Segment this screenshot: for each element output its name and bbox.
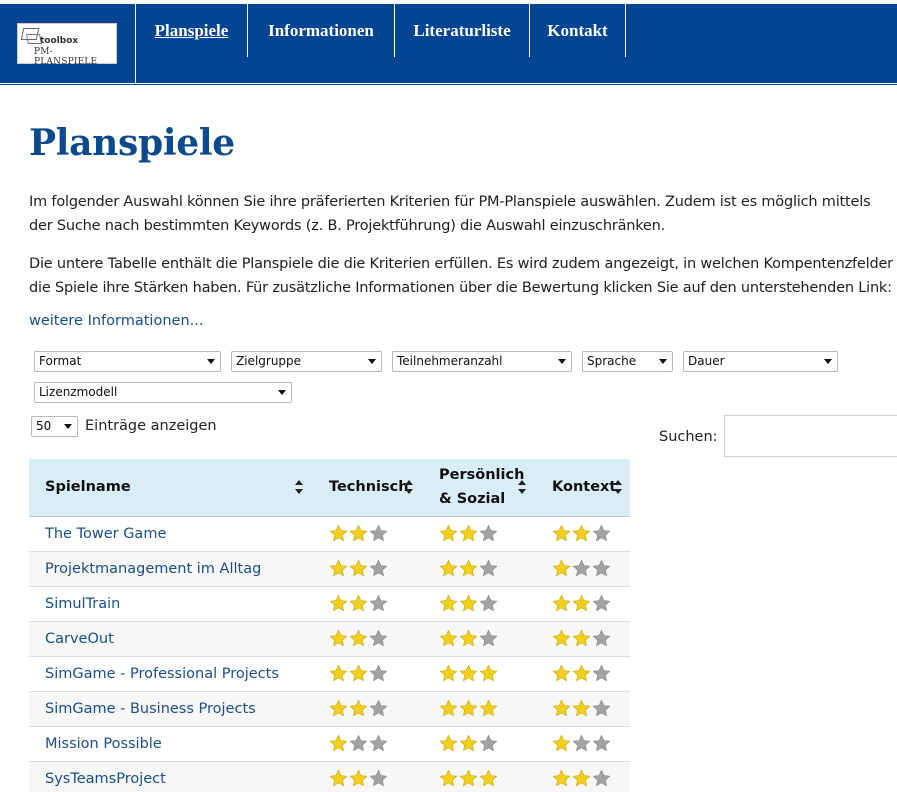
cell-technisch: [311, 691, 421, 726]
star-filled-icon: [572, 629, 591, 648]
star-empty-icon: [479, 524, 498, 543]
star-filled-icon: [552, 594, 571, 613]
cell-persoenlich: [421, 621, 534, 656]
star-filled-icon: [329, 594, 348, 613]
filter-teilnehmer-value: Teilnehmeranzahl: [397, 354, 503, 368]
rating-technisch: [329, 524, 421, 543]
nav-informationen-label: Informationen: [268, 20, 374, 40]
cell-kontext: [534, 691, 630, 726]
nav-planspiele-label: Planspiele: [154, 20, 229, 40]
cell-persoenlich: [421, 516, 534, 551]
nav-literaturliste[interactable]: [395, 4, 530, 57]
star-empty-icon: [592, 699, 611, 718]
nav-kontakt-label: Kontakt: [547, 20, 608, 40]
table-row: [29, 586, 630, 621]
nav-informationen[interactable]: [248, 4, 395, 57]
rating-technisch: [329, 664, 421, 683]
game-name-link[interactable]: Projektmanagement im Alltag: [29, 551, 311, 586]
star-empty-icon: [479, 629, 498, 648]
star-filled-icon: [439, 524, 458, 543]
table-row: [29, 551, 630, 586]
filter-zielgruppe-value: Zielgruppe: [236, 354, 302, 368]
rating-persoenlich: [439, 629, 534, 648]
rating-technisch: [329, 559, 421, 578]
game-name-link[interactable]: SysTeamsProject: [29, 761, 311, 792]
table-row: [29, 621, 630, 656]
star-filled-icon: [439, 699, 458, 718]
logo-text-pm-planspiele: PM-PLANSPIELE: [34, 47, 98, 67]
rating-persoenlich: [439, 559, 534, 578]
game-name-link[interactable]: SimulTrain: [29, 586, 311, 621]
rating-technisch: [329, 629, 421, 648]
intro-paragraph-1: Im folgender Auswahl können Sie ihre präferierten Kriterien für PM-Planspiele auswählen. Zudem ist es möglich mittels der Suche nach bestimmten Keywords (z. B. Projektführung) die Auswahl einzuschränken.: [29, 194, 871, 234]
rating-kontext: [552, 769, 630, 788]
filter-format-value: Format: [39, 354, 82, 368]
filter-lizenzmodell-value: Lizenzmodell: [39, 385, 118, 399]
cell-kontext: [534, 586, 630, 621]
star-empty-icon: [369, 734, 388, 753]
column-header-spielname-label: Spielname: [45, 479, 131, 496]
cell-technisch: [311, 621, 421, 656]
sort-icon: [295, 480, 303, 494]
game-name-link[interactable]: SimGame - Professional Projects: [29, 656, 311, 691]
rating-kontext: [552, 699, 630, 718]
rating-kontext: [552, 559, 630, 578]
rating-kontext: [552, 734, 630, 753]
star-filled-icon: [439, 769, 458, 788]
star-empty-icon: [369, 629, 388, 648]
star-empty-icon: [479, 559, 498, 578]
rating-persoenlich: [439, 699, 534, 718]
sort-icon: [405, 480, 413, 494]
column-header-technisch-label: Technisch: [329, 479, 409, 496]
cell-kontext: [534, 761, 630, 792]
chevron-down-icon: [64, 424, 72, 429]
star-empty-icon: [592, 594, 611, 613]
star-filled-icon: [329, 664, 348, 683]
sort-icon: [518, 480, 526, 494]
column-header-kontext[interactable]: [534, 459, 630, 516]
chevron-down-icon: [824, 359, 832, 364]
table-row: [29, 726, 630, 761]
logo-text-toolbox: toolbox: [40, 36, 79, 46]
star-empty-icon: [592, 769, 611, 788]
star-filled-icon: [552, 769, 571, 788]
star-empty-icon: [369, 524, 388, 543]
cell-kontext: [534, 621, 630, 656]
star-filled-icon: [439, 559, 458, 578]
cell-technisch: [311, 516, 421, 551]
rating-persoenlich: [439, 734, 534, 753]
nav-planspiele[interactable]: [136, 4, 248, 57]
game-name-link[interactable]: SimGame - Business Projects: [29, 691, 311, 726]
star-filled-icon: [552, 524, 571, 543]
cell-persoenlich: [421, 726, 534, 761]
star-empty-icon: [572, 559, 591, 578]
star-empty-icon: [592, 559, 611, 578]
star-filled-icon: [552, 629, 571, 648]
star-filled-icon: [329, 699, 348, 718]
site-logo[interactable]: [17, 23, 117, 67]
rating-kontext: [552, 664, 630, 683]
cell-technisch: [311, 761, 421, 792]
column-header-kontext-label: Kontext: [552, 479, 617, 496]
cell-persoenlich: [421, 656, 534, 691]
filter-sprache-select[interactable]: [582, 351, 673, 372]
star-empty-icon: [592, 664, 611, 683]
entries-label: Einträge anzeigen: [85, 418, 217, 434]
nav-kontakt[interactable]: [530, 4, 626, 57]
star-filled-icon: [349, 769, 368, 788]
star-filled-icon: [439, 734, 458, 753]
star-filled-icon: [459, 699, 478, 718]
star-filled-icon: [329, 524, 348, 543]
star-filled-icon: [329, 629, 348, 648]
chevron-down-icon: [558, 359, 566, 364]
rating-persoenlich: [439, 664, 534, 683]
planspiele-table: [29, 459, 630, 792]
table-body: [29, 516, 630, 792]
star-filled-icon: [572, 664, 591, 683]
star-filled-icon: [459, 559, 478, 578]
star-filled-icon: [439, 664, 458, 683]
rating-kontext: [552, 629, 630, 648]
table-row: [29, 656, 630, 691]
filter-dauer-select[interactable]: [683, 351, 838, 372]
search-input[interactable]: [724, 415, 897, 457]
filter-zielgruppe-select[interactable]: [231, 351, 382, 372]
column-header-persoenlich-label-1: Persönlich: [439, 467, 525, 484]
rating-technisch: [329, 699, 421, 718]
star-filled-icon: [552, 699, 571, 718]
star-filled-icon: [349, 594, 368, 613]
star-empty-icon: [369, 559, 388, 578]
star-filled-icon: [552, 664, 571, 683]
top-navigation-bar: [0, 0, 897, 85]
cell-kontext: [534, 656, 630, 691]
star-filled-icon: [552, 734, 571, 753]
table-row: [29, 691, 630, 726]
star-empty-icon: [479, 734, 498, 753]
star-filled-icon: [349, 524, 368, 543]
rating-persoenlich: [439, 769, 534, 788]
column-header-persoenlich[interactable]: [421, 459, 534, 516]
cell-persoenlich: [421, 691, 534, 726]
table-header-row: [29, 459, 630, 516]
star-filled-icon: [459, 664, 478, 683]
star-filled-icon: [329, 559, 348, 578]
page-length-value: 50: [36, 419, 52, 433]
filter-dauer-value: Dauer: [688, 354, 725, 368]
star-empty-icon: [369, 769, 388, 788]
filter-lizenzmodell-select[interactable]: [34, 382, 292, 403]
cell-technisch: [311, 656, 421, 691]
star-filled-icon: [552, 559, 571, 578]
rating-persoenlich: [439, 594, 534, 613]
column-header-persoenlich-label-2: & Sozial: [439, 491, 506, 508]
rating-kontext: [552, 594, 630, 613]
star-filled-icon: [349, 559, 368, 578]
star-filled-icon: [572, 769, 591, 788]
star-filled-icon: [479, 664, 498, 683]
star-empty-icon: [479, 594, 498, 613]
filter-sprache-value: Sprache: [587, 354, 637, 368]
star-empty-icon: [349, 734, 368, 753]
rating-kontext: [552, 524, 630, 543]
star-empty-icon: [369, 699, 388, 718]
star-filled-icon: [329, 734, 348, 753]
chevron-down-icon: [278, 390, 286, 395]
column-header-spielname[interactable]: [29, 459, 311, 516]
star-empty-icon: [369, 664, 388, 683]
game-name-link[interactable]: The Tower Game: [29, 516, 311, 551]
cell-technisch: [311, 586, 421, 621]
cell-kontext: [534, 516, 630, 551]
table-row: [29, 516, 630, 551]
cell-persoenlich: [421, 761, 534, 792]
star-filled-icon: [349, 664, 368, 683]
cell-persoenlich: [421, 551, 534, 586]
page-title: Planspiele: [29, 122, 235, 164]
cell-persoenlich: [421, 586, 534, 621]
nav-underline: [0, 84, 897, 85]
star-empty-icon: [592, 524, 611, 543]
star-filled-icon: [459, 524, 478, 543]
star-filled-icon: [459, 629, 478, 648]
star-filled-icon: [572, 524, 591, 543]
cell-kontext: [534, 551, 630, 586]
star-filled-icon: [572, 594, 591, 613]
sort-icon: [614, 480, 622, 494]
chevron-down-icon: [659, 359, 667, 364]
star-empty-icon: [592, 734, 611, 753]
cell-technisch: [311, 551, 421, 586]
column-header-technisch[interactable]: [311, 459, 421, 516]
star-filled-icon: [349, 629, 368, 648]
rating-technisch: [329, 769, 421, 788]
star-filled-icon: [349, 699, 368, 718]
intro-paragraph-2: Die untere Tabelle enthält die Planspiele die die Kriterien erfüllen. Es wird zudem angezeigt, in welchen Kompentenzfelder die Spiele ihre Stärken haben. Für zusätzliche Informationen über die Bewertung klicken Sie auf den unterstehenden Link:: [29, 256, 893, 296]
filter-format-select[interactable]: [34, 351, 221, 372]
star-filled-icon: [572, 699, 591, 718]
rating-technisch: [329, 594, 421, 613]
chevron-down-icon: [207, 359, 215, 364]
more-information-link[interactable]: weitere Informationen...: [29, 313, 204, 329]
star-filled-icon: [459, 594, 478, 613]
star-filled-icon: [479, 699, 498, 718]
game-name-link[interactable]: CarveOut: [29, 621, 311, 656]
rating-persoenlich: [439, 524, 534, 543]
star-filled-icon: [459, 734, 478, 753]
star-empty-icon: [572, 734, 591, 753]
rating-technisch: [329, 734, 421, 753]
star-filled-icon: [439, 594, 458, 613]
star-empty-icon: [592, 629, 611, 648]
search-label: Suchen:: [659, 429, 718, 445]
chevron-down-icon: [368, 359, 376, 364]
cell-kontext: [534, 726, 630, 761]
table-row: [29, 761, 630, 792]
star-empty-icon: [369, 594, 388, 613]
game-name-link[interactable]: Mission Possible: [29, 726, 311, 761]
star-filled-icon: [329, 769, 348, 788]
nav-literaturliste-label: Literaturliste: [413, 20, 511, 40]
page-length-select[interactable]: [31, 416, 78, 437]
star-filled-icon: [439, 629, 458, 648]
cell-technisch: [311, 726, 421, 761]
star-filled-icon: [479, 769, 498, 788]
star-filled-icon: [459, 769, 478, 788]
filter-teilnehmer-select[interactable]: [392, 351, 572, 372]
